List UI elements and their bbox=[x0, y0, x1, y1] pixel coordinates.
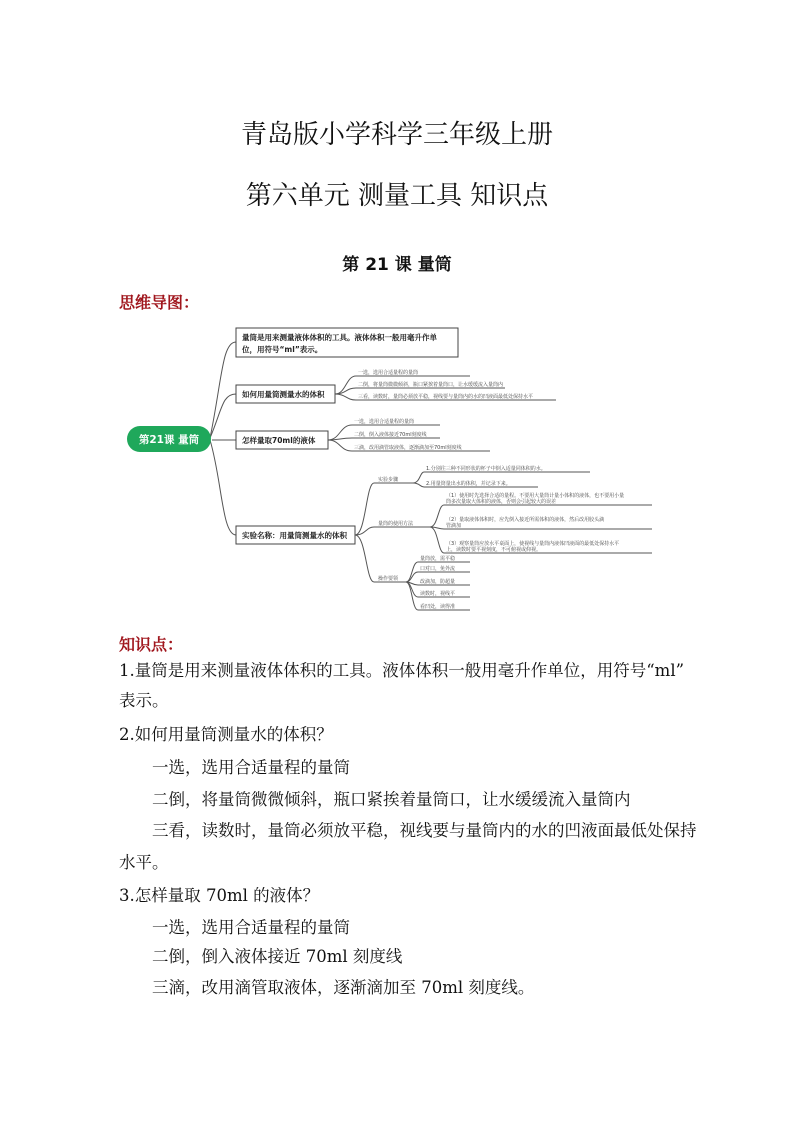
method-item-line: 管滴加 bbox=[446, 523, 462, 529]
kp1-line2: 表示。 bbox=[119, 691, 169, 710]
method-item-line: 上，读数时要平视刻度，不可俯视或仰视。 bbox=[446, 547, 542, 553]
knowledge-section-label: 知识点： bbox=[119, 635, 184, 654]
branch1-line1: 量筒是用来测量液体体积的工具。液体体积一般用毫升作单 bbox=[242, 333, 437, 342]
branch3-item: 三滴，改用滴管取液体，逐渐滴加至70ml刻度线 bbox=[354, 445, 462, 451]
ops-item: 口对口，免外流 bbox=[420, 566, 456, 572]
branch3-label: 怎样量取70ml的液体 bbox=[242, 436, 316, 445]
branch2-item: 三看，读数时，量筒必须放平稳，视线要与量筒内的水的凹液面最低处保持水平 bbox=[358, 394, 534, 400]
kp3-heading: 3.怎样量取 70ml 的液体？ bbox=[119, 886, 320, 905]
kp3-item: 二倒，倒入液体接近 70ml 刻度线 bbox=[152, 947, 403, 966]
kp3-item: 一选，选用合适量程的量筒 bbox=[152, 918, 350, 937]
kp2-item: 二倒，将量筒微微倾斜，瓶口紧挨着量筒口，让水缓缓流入量筒内 bbox=[152, 790, 631, 809]
kp2-continuation: 水平。 bbox=[119, 853, 169, 872]
ops-item: 量筒放，需平稳 bbox=[420, 556, 456, 562]
branch2-item: 二倒，将量筒微微倾斜，瓶口紧挨着量筒口，让水缓缓流入量筒内 bbox=[358, 382, 504, 388]
center-node-label: 第21课 量筒 bbox=[138, 434, 200, 446]
lesson-title: 第 21 课 量筒 bbox=[342, 255, 452, 275]
steps-item: 2.用量筒量出水的体积，并记录下来。 bbox=[426, 481, 511, 487]
sub-ops-label: 操作要领 bbox=[378, 576, 399, 582]
kp2-item: 三看，读数时，量筒必须放平稳，视线要与量筒内的水的凹液面最低处保持 bbox=[152, 821, 697, 840]
mindmap-section-label: 思维导图： bbox=[119, 293, 200, 312]
branch3-item: 二倒，倒入液体接近70ml刻度线 bbox=[354, 432, 427, 438]
steps-item: 1.分别往三种不同形状的杯子中倒入适量同体积的水。 bbox=[426, 466, 546, 472]
sub-method-label: 量筒的使用方法 bbox=[378, 521, 414, 527]
ops-item: 读数时，视线平 bbox=[420, 591, 456, 597]
kp1-line1: 1.量筒是用来测量液体体积的工具。液体体积一般用毫升作单位，用符号“ml” bbox=[119, 661, 685, 680]
kp2-item: 一选，选用合适量程的量筒 bbox=[152, 758, 350, 777]
ops-item: 看凹处，读得准 bbox=[420, 604, 456, 610]
unit-title: 第六单元 测量工具 知识点 bbox=[245, 181, 549, 211]
branch1-line2: 位，用符号“ml”表示。 bbox=[242, 345, 323, 354]
method-item-line: （1）使用时先选择合适的量程。不要用大量筒计量小体积的液体，也不要用小量 bbox=[446, 493, 625, 499]
ops-item: 改滴加，防超量 bbox=[420, 579, 456, 585]
document-title: 青岛版小学科学三年级上册 bbox=[240, 120, 553, 150]
branch2-item: 一选，选用合适量程的量筒 bbox=[358, 370, 419, 376]
branch2-label: 如何用量筒测量水的体积 bbox=[242, 390, 325, 399]
method-item-line: （3）观察量筒应放水平桌面上，使视线与量筒内液体凹液面的最低处保持水平 bbox=[446, 541, 620, 547]
kp3-item: 三滴，改用滴管取液体，逐渐滴加至 70ml 刻度线。 bbox=[152, 978, 535, 997]
branch4-label: 实验名称：用量筒测量水的体积 bbox=[242, 531, 347, 540]
method-item-line: 筒多次量取大体积的液体，否则会引起较大的误差 bbox=[446, 499, 557, 505]
branch3-item: 一选，选用合适量程的量筒 bbox=[354, 419, 415, 425]
method-item-line: （2）量取液体体积时，应先倒入接近所需体积的液体，然后改用胶头滴 bbox=[446, 517, 605, 523]
kp2-heading: 2.如何用量筒测量水的体积？ bbox=[119, 725, 333, 744]
sub-steps-label: 实验步骤 bbox=[378, 477, 399, 483]
